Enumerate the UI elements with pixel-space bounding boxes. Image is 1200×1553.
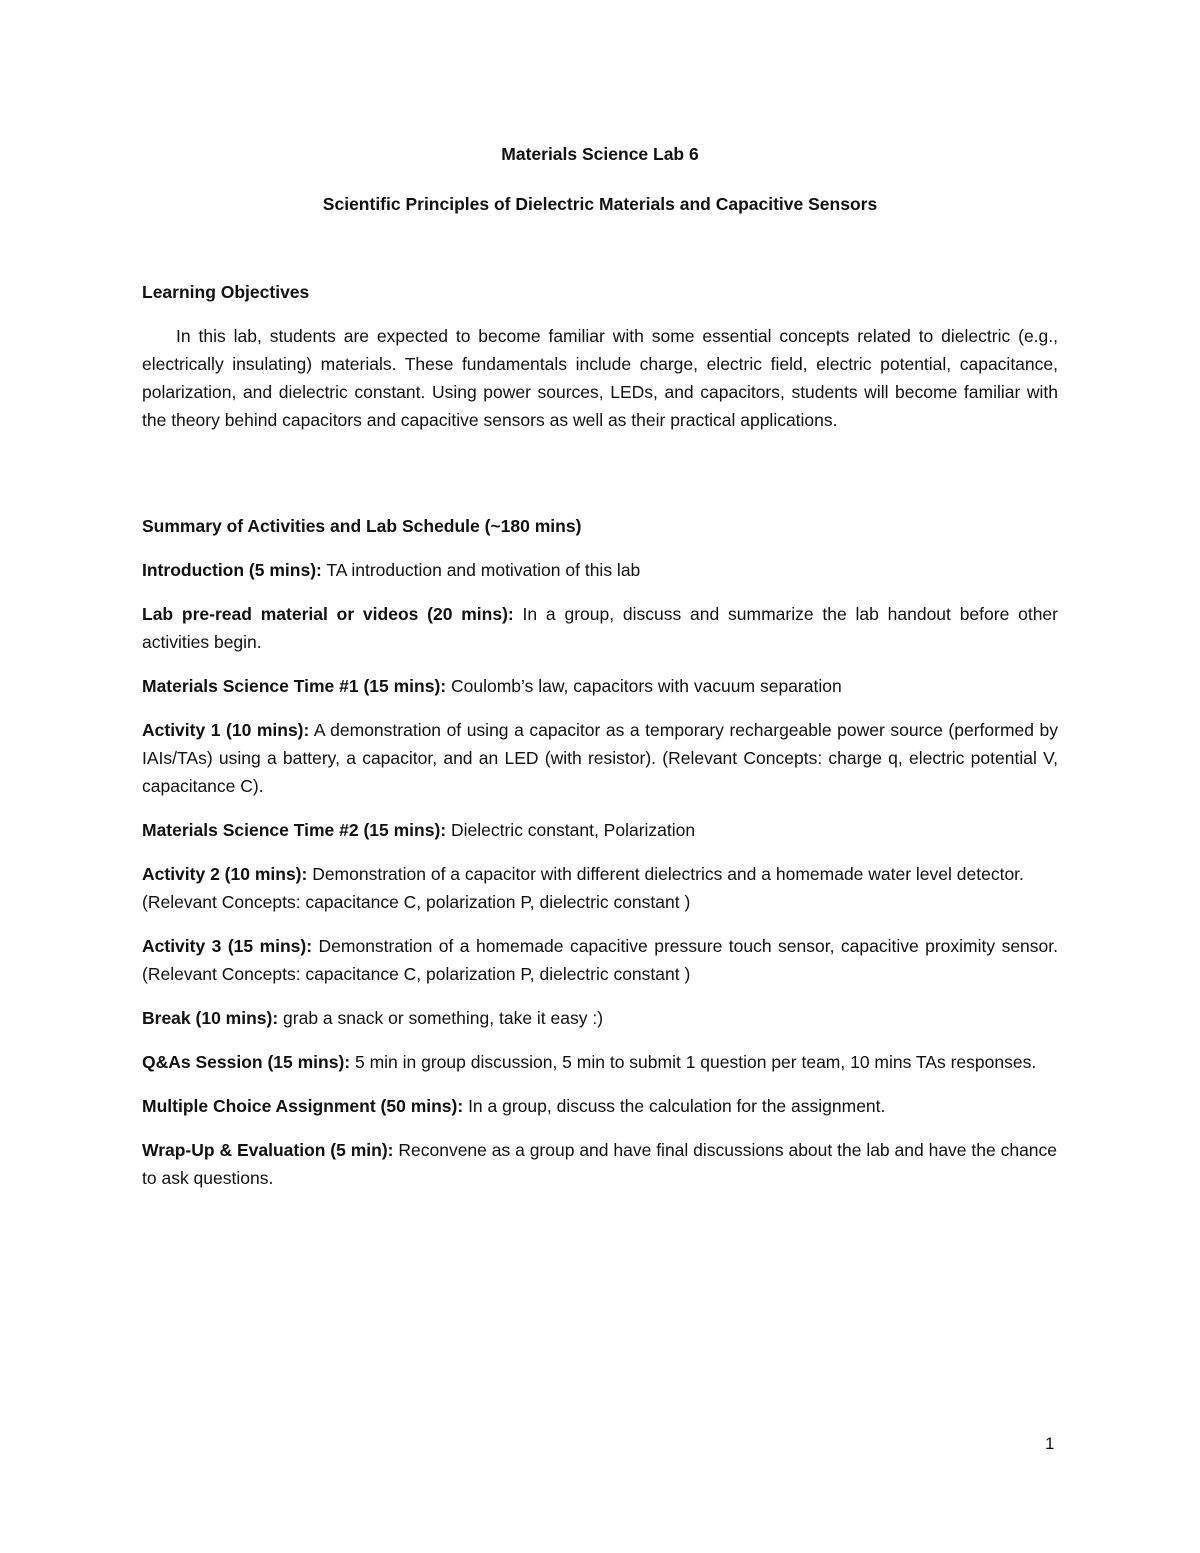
page-number: 1: [1045, 1434, 1055, 1453]
schedule-item-text: TA introduction and motivation of this lab: [321, 560, 641, 580]
schedule-item-qa-session: [142, 1048, 1058, 1076]
schedule-item-wrap-up: [142, 1136, 1058, 1192]
learning-objectives-heading: Learning Objectives: [142, 282, 310, 302]
schedule-item-activity-1: [142, 716, 1058, 800]
schedule-item-label: Activity 2 (10 mins):: [142, 864, 308, 884]
schedule-item-text: Coulomb’s law, capacitors with vacuum separation: [446, 676, 842, 696]
document-subtitle: Scientific Principles of Dielectric Materials and Capacitive Sensors: [322, 194, 878, 214]
schedule-item-pre-read: [142, 600, 1058, 656]
schedule-item-label: Introduction (5 mins):: [142, 560, 322, 580]
schedule-item-ms-time-1: [142, 672, 1058, 700]
schedule-item-text: In a group, discuss the calculation for the assignment.: [463, 1096, 886, 1116]
schedule-item-label: Activity 1 (10 mins):: [142, 720, 310, 740]
schedule-item-text: Reconvene as a group and have final discussions about the lab and have the chance to ask questions.: [142, 1140, 1058, 1188]
schedule-item-ms-time-2: [142, 816, 1058, 844]
schedule-item-text: Demonstration of a capacitor with different dielectrics and a homemade water level detector. (Relevant Concepts: capacitance C, polarization P, dielectric constant ): [142, 864, 1024, 912]
learning-objectives-body: In this lab, students are expected to become familiar with some essential concepts related to dielectric (e.g., electrically insulating) materials. These fundamentals include charge, electric field, electric potential, capacitance, polarization, and dielectric constant. Using power sources, LEDs, and capacitors, students will become familiar with the theory behind capacitors and capacitive sensors as well as their practical applications.: [142, 326, 1058, 430]
schedule-item-label: Break (10 mins):: [142, 1008, 279, 1028]
schedule-item-text: grab a snack or something, take it easy :): [278, 1008, 604, 1028]
schedule-item-activity-2: [142, 860, 1058, 916]
schedule-item-text: 5 min in group discussion, 5 min to submit 1 question per team, 10 mins TAs responses.: [350, 1052, 1037, 1072]
document-title: Materials Science Lab 6: [501, 144, 699, 164]
schedule-item-label: Materials Science Time #2 (15 mins):: [142, 820, 447, 840]
summary-heading: Summary of Activities and Lab Schedule (~180 mins): [142, 516, 582, 536]
schedule-item-label: Lab pre-read material or videos (20 mins):: [142, 604, 514, 624]
schedule-item-text: In a group, discuss and summarize the lab handout before other activities begin.: [142, 604, 1058, 652]
document-content: [142, 140, 1058, 1208]
schedule-item-mc-assignment: [142, 1092, 1058, 1120]
schedule-item-label: Wrap-Up & Evaluation (5 min):: [142, 1140, 394, 1160]
schedule-item-activity-3: [142, 932, 1058, 988]
schedule-item-label: Materials Science Time #1 (15 mins):: [142, 676, 447, 696]
schedule-item-text: Demonstration of a homemade capacitive pressure touch sensor, capacitive proximity sensor. (Relevant Concepts: capacitance C, polarization P, dielectric constant ): [142, 936, 1058, 984]
schedule-item-introduction: [142, 556, 1058, 584]
schedule-item-label: Q&As Session (15 mins):: [142, 1052, 351, 1072]
schedule-item-text: Dielectric constant, Polarization: [446, 820, 696, 840]
schedule-item-label: Activity 3 (15 mins):: [142, 936, 313, 956]
schedule-item-text: A demonstration of using a capacitor as a temporary rechargeable power source (performed by IAIs/TAs) using a battery, a capacitor, and an LED (with resistor). (Relevant Concepts: charge q, electric potential V, capacitance C).: [142, 720, 1059, 796]
schedule-item-break: [142, 1004, 1058, 1032]
schedule-item-label: Multiple Choice Assignment (50 mins):: [142, 1096, 464, 1116]
